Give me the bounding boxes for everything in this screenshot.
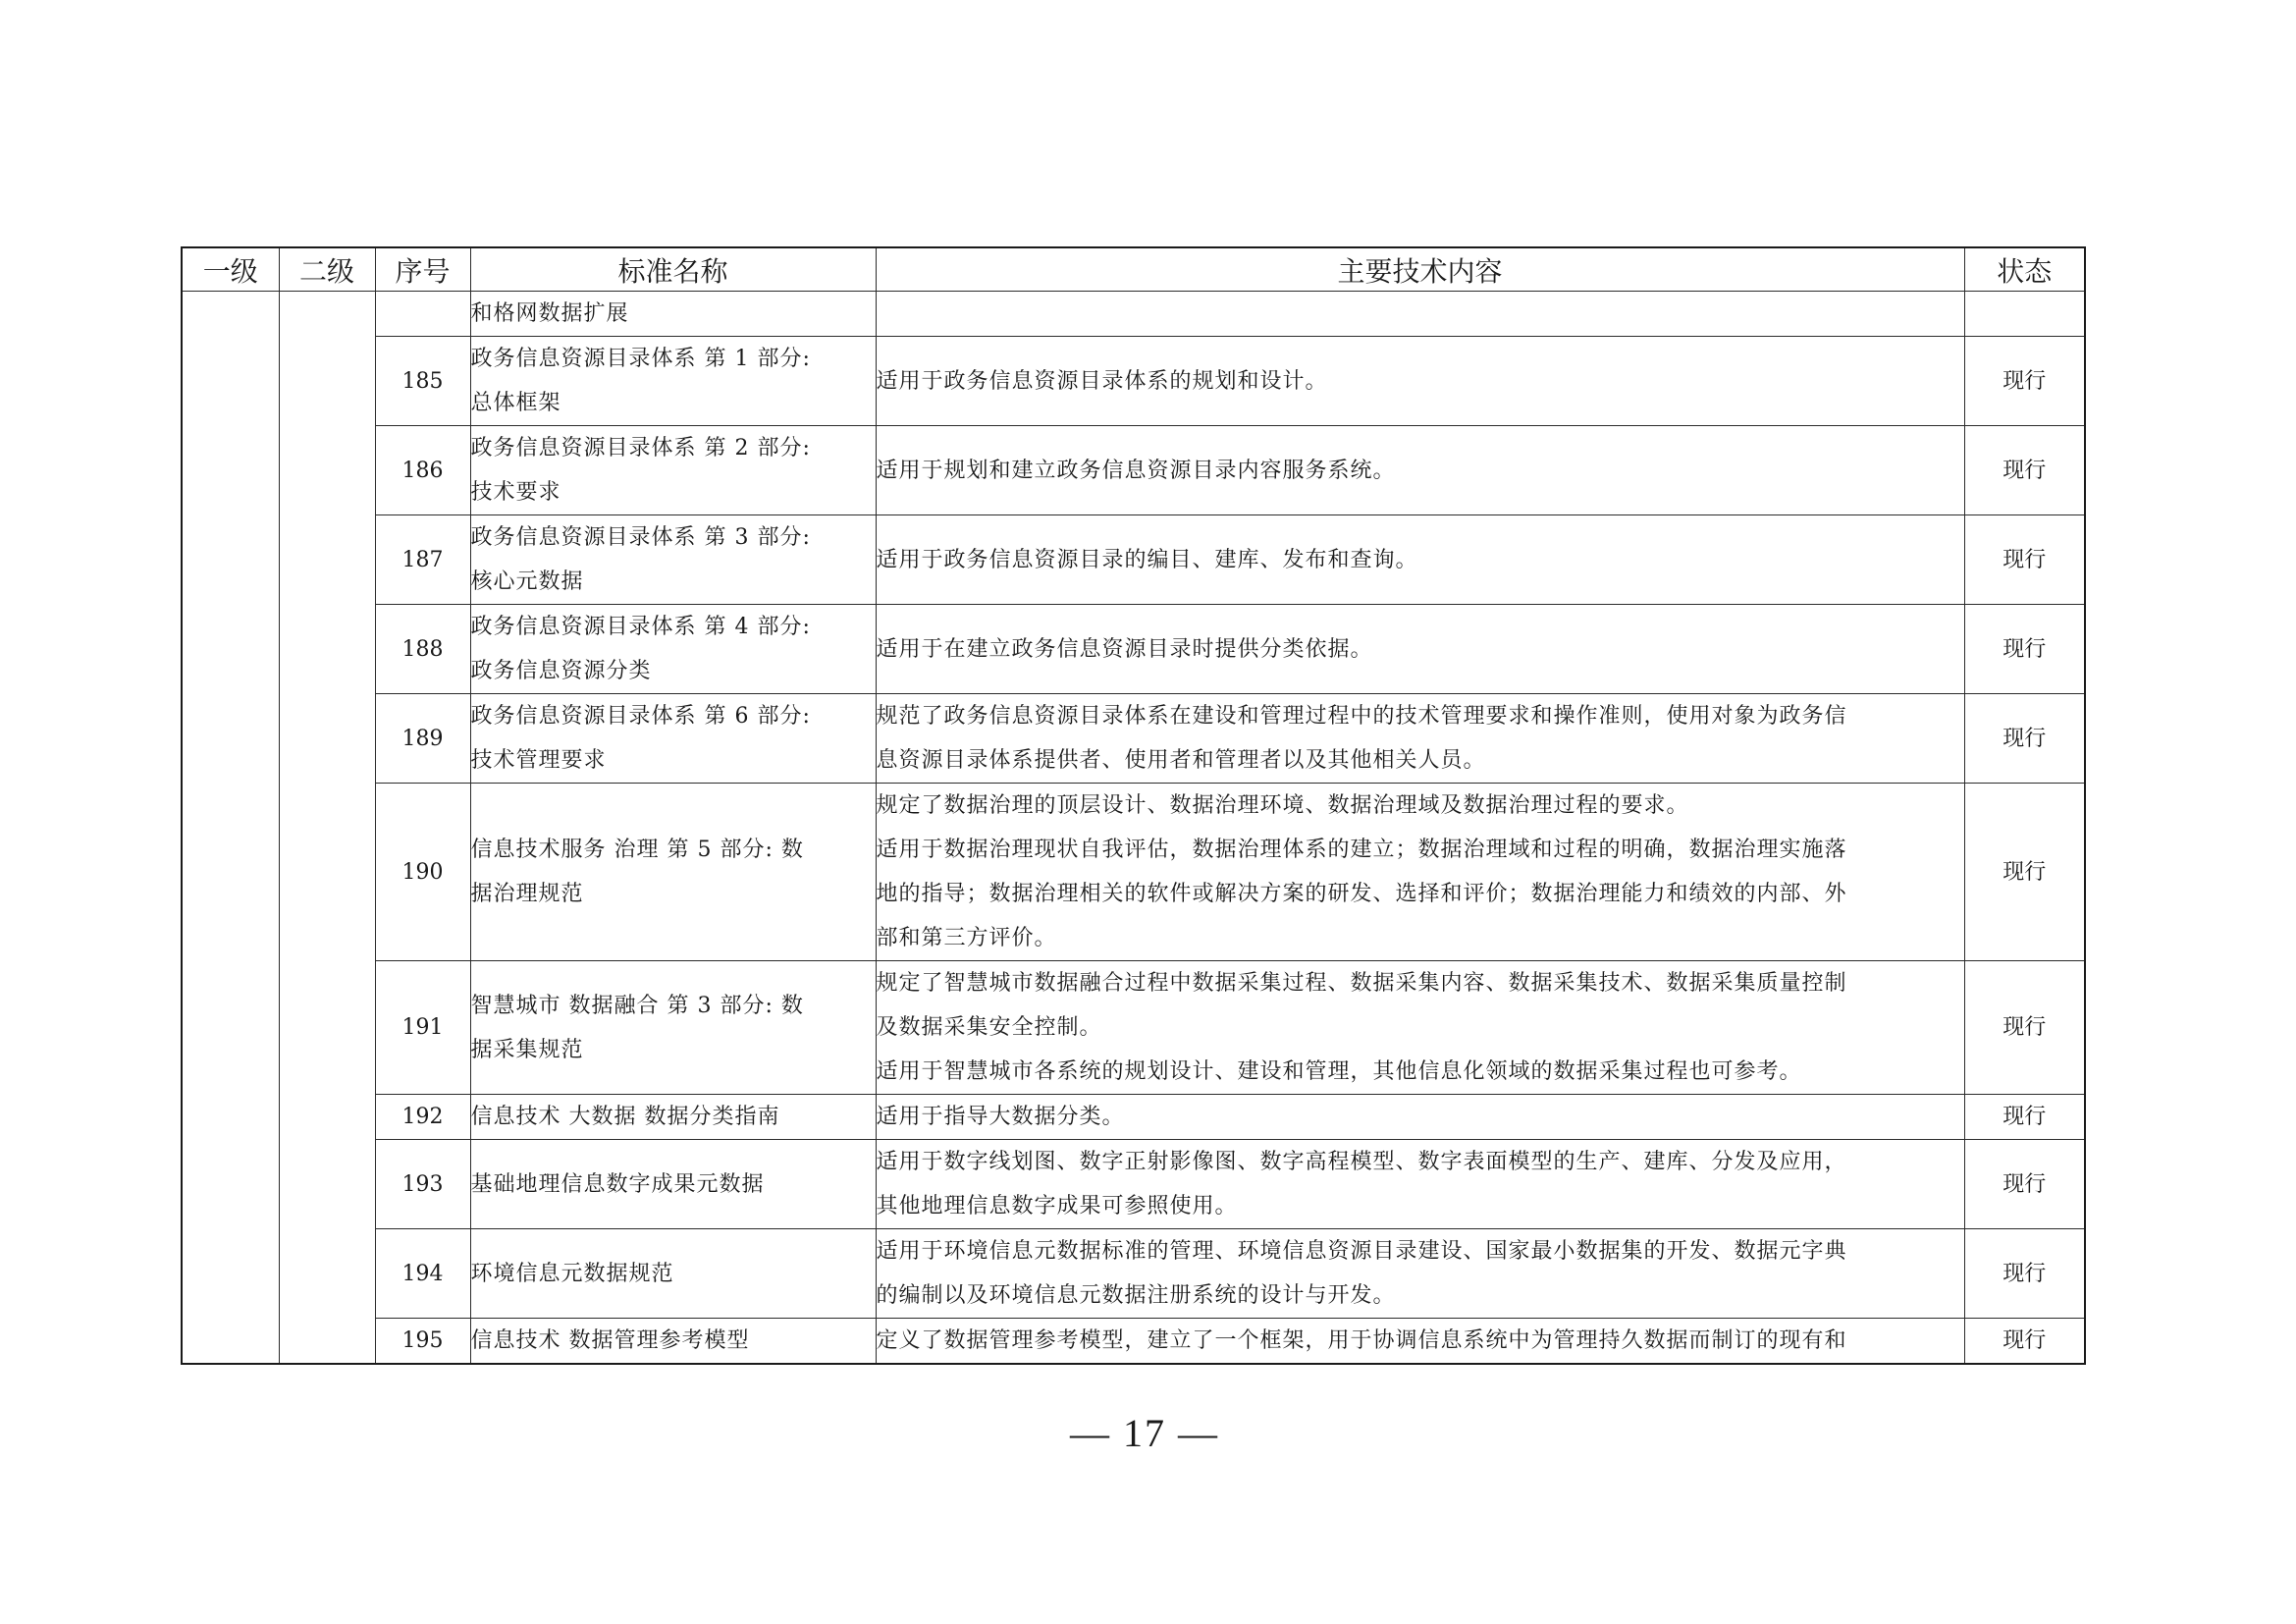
main-content-cell-line: 适用于数据治理现状自我评估，数据治理体系的建立；数据治理域和过程的明确，数据治理实施落	[876, 838, 1847, 862]
main-content-cell	[876, 337, 1964, 426]
status-cell: 现行	[1964, 961, 2085, 1095]
main-content-cell-line: 适用于智慧城市各系统的规划设计、建设和管理，其他信息化领域的数据采集过程也可参考。	[876, 1059, 1802, 1084]
table-row	[182, 515, 2085, 605]
page-number: — 17 —	[1070, 1411, 1219, 1455]
status-cell: 现行	[1964, 515, 2085, 605]
standard-name-cell	[470, 694, 876, 784]
table-row	[182, 337, 2085, 426]
main-content-cell-line: 适用于在建立政务信息资源目录时提供分类依据。	[876, 636, 1373, 662]
standard-name-cell	[470, 1319, 876, 1365]
status-cell: 现行	[1964, 337, 2085, 426]
main-content-cell	[876, 1229, 1964, 1319]
table-row	[182, 1140, 2085, 1229]
header-main-content: 主要技术内容	[876, 247, 1964, 292]
standard-name-cell-line: 总体框架	[470, 391, 561, 415]
header-standard-name: 标准名称	[470, 247, 876, 292]
main-content-cell-line: 规定了数据治理的顶层设计、数据治理环境、数据治理域及数据治理过程的要求。	[876, 793, 1689, 818]
header-level1: 一级	[182, 247, 279, 292]
seq-cell: 189	[375, 694, 470, 784]
table-row	[182, 961, 2085, 1095]
main-content-cell-line: 息资源目录体系提供者、使用者和管理者以及其他相关人员。	[876, 748, 1486, 773]
table-row	[182, 1319, 2085, 1365]
seq-cell: 194	[375, 1229, 470, 1319]
standard-name-cell-line: 核心元数据	[470, 569, 584, 594]
header-status: 状态	[1964, 247, 2085, 292]
standard-name-cell-line: 环境信息元数据规范	[470, 1261, 674, 1286]
standard-name-cell-line: 政务信息资源目录体系 第 6 部分:	[470, 704, 811, 729]
seq-cell: 187	[375, 515, 470, 605]
main-content-cell	[876, 426, 1964, 515]
standard-name-cell	[470, 515, 876, 605]
standards-table	[181, 246, 2086, 1365]
standard-name-cell-line: 据治理规范	[470, 882, 584, 906]
main-content-cell	[876, 605, 1964, 694]
status-cell: 现行	[1964, 694, 2085, 784]
main-content-cell-line: 适用于数字线划图、数字正射影像图、数字高程模型、数字表面模型的生产、建库、分发及应用，	[876, 1150, 1847, 1174]
seq-cell: 192	[375, 1095, 470, 1140]
seq-cell: 193	[375, 1140, 470, 1229]
level2-cell	[279, 292, 375, 1365]
main-content-cell-line: 适用于规划和建立政务信息资源目录内容服务系统。	[876, 458, 1396, 483]
main-content-cell	[876, 1319, 1964, 1365]
standard-name-cell-line: 智慧城市 数据融合 第 3 部分: 数	[470, 993, 804, 1018]
main-content-cell-line: 适用于指导大数据分类。	[876, 1105, 1125, 1129]
status-cell: 现行	[1964, 1319, 2085, 1365]
standard-name-cell-line: 政务信息资源目录体系 第 4 部分:	[470, 615, 811, 639]
standard-name-cell	[470, 1229, 876, 1319]
standard-name-cell	[470, 1140, 876, 1229]
header-row	[182, 247, 2085, 292]
main-content-cell	[876, 1140, 1964, 1229]
seq-cell	[375, 292, 470, 337]
standard-name-cell	[470, 605, 876, 694]
standard-name-cell	[470, 1095, 876, 1140]
status-cell: 现行	[1964, 605, 2085, 694]
seq-cell: 188	[375, 605, 470, 694]
table-row	[182, 1229, 2085, 1319]
status-cell: 现行	[1964, 784, 2085, 961]
main-content-cell-line: 其他地理信息数字成果可参照使用。	[876, 1194, 1238, 1218]
standard-name-cell-line: 信息技术 数据管理参考模型	[470, 1328, 750, 1353]
standard-name-cell-line: 政务信息资源目录体系 第 3 部分:	[470, 525, 811, 550]
main-content-cell-line: 适用于环境信息元数据标准的管理、环境信息资源目录建设、国家最小数据集的开发、数据元字典	[876, 1239, 1847, 1264]
standard-name-cell-line: 据采集规范	[470, 1037, 584, 1062]
seq-cell: 191	[375, 961, 470, 1095]
standard-name-cell	[470, 961, 876, 1095]
main-content-cell-line: 地的指导；数据治理相关的软件或解决方案的研发、选择和评价；数据治理能力和绩效的内部、外	[876, 882, 1847, 906]
main-content-cell-line: 的编制以及环境信息元数据注册系统的设计与开发。	[876, 1283, 1396, 1308]
status-cell: 现行	[1964, 1140, 2085, 1229]
table-row	[182, 605, 2085, 694]
seq-cell: 190	[375, 784, 470, 961]
status-cell: 现行	[1964, 426, 2085, 515]
standard-name-cell-line: 和格网数据扩展	[470, 301, 629, 326]
standard-name-cell-line: 技术管理要求	[470, 748, 607, 773]
main-content-cell-line: 适用于政务信息资源目录体系的规划和设计。	[876, 368, 1328, 394]
standard-name-cell-line: 信息技术 大数据 数据分类指南	[470, 1105, 780, 1129]
status-cell: 现行	[1964, 1095, 2085, 1140]
main-content-cell	[876, 784, 1964, 961]
table-body	[182, 292, 2085, 1365]
header-seq: 序号	[375, 247, 470, 292]
main-content-cell-line: 适用于政务信息资源目录的编目、建库、发布和查询。	[876, 547, 1418, 572]
standard-name-cell-line: 基础地理信息数字成果元数据	[470, 1171, 765, 1197]
standard-name-cell-line: 技术要求	[470, 480, 561, 505]
standard-name-cell-line: 信息技术服务 治理 第 5 部分: 数	[470, 838, 804, 862]
main-content-cell	[876, 292, 1964, 337]
table-row	[182, 292, 2085, 337]
table-row	[182, 1095, 2085, 1140]
standard-name-cell-line: 政务信息资源目录体系 第 1 部分:	[470, 347, 811, 371]
table-row	[182, 784, 2085, 961]
table-header	[182, 247, 2085, 292]
main-content-cell	[876, 961, 1964, 1095]
standard-name-cell	[470, 784, 876, 961]
standard-name-cell	[470, 292, 876, 337]
table-row	[182, 694, 2085, 784]
main-content-cell	[876, 694, 1964, 784]
main-content-cell-line: 定义了数据管理参考模型，建立了一个框架，用于协调信息系统中为管理持久数据而制订的现有和	[876, 1328, 1847, 1353]
main-content-cell-line: 规定了智慧城市数据融合过程中数据采集过程、数据采集内容、数据采集技术、数据采集质量控制	[876, 971, 1847, 996]
seq-cell: 195	[375, 1319, 470, 1365]
standard-name-cell-line: 政务信息资源分类	[470, 659, 652, 683]
seq-cell: 186	[375, 426, 470, 515]
standard-name-cell	[470, 426, 876, 515]
standard-name-cell-line: 政务信息资源目录体系 第 2 部分:	[470, 436, 811, 460]
main-content-cell	[876, 515, 1964, 605]
main-content-cell-line: 规范了政务信息资源目录体系在建设和管理过程中的技术管理要求和操作准则，使用对象为政务信	[876, 704, 1847, 729]
table-row	[182, 426, 2085, 515]
main-content-cell	[876, 1095, 1964, 1140]
main-content-cell-line: 及数据采集安全控制。	[876, 1015, 1102, 1040]
header-level2: 二级	[279, 247, 375, 292]
status-cell	[1964, 292, 2085, 337]
standard-name-cell	[470, 337, 876, 426]
main-content-cell-line: 部和第三方评价。	[876, 926, 1057, 950]
status-cell: 现行	[1964, 1229, 2085, 1319]
level1-cell	[182, 292, 279, 1365]
seq-cell: 185	[375, 337, 470, 426]
